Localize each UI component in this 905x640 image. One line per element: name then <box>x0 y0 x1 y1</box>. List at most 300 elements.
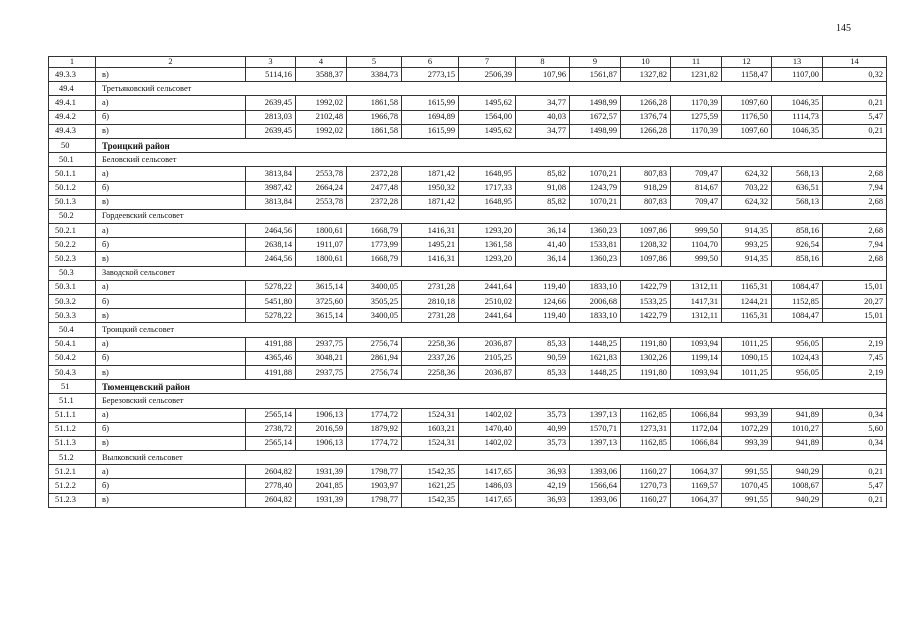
table-cell: 1931,39 <box>296 465 347 479</box>
table-cell: 2036,87 <box>459 365 516 379</box>
table-cell: 2,68 <box>823 252 887 266</box>
table-cell: 1668,79 <box>347 224 402 238</box>
table-cell: 4191,88 <box>246 337 296 351</box>
table-cell: 0,21 <box>823 493 887 507</box>
table-cell: 1542,35 <box>402 493 459 507</box>
page-number: 145 <box>836 23 851 34</box>
row-code: 49.3.3 <box>49 68 96 82</box>
table-cell: 1570,71 <box>570 422 621 436</box>
table-cell: 1800,61 <box>296 224 347 238</box>
table-cell: 5,47 <box>823 479 887 493</box>
table-cell: 1231,82 <box>671 68 722 82</box>
table-cell: 1199,14 <box>671 351 722 365</box>
row-variant: а) <box>96 167 246 181</box>
table-cell: 1084,47 <box>772 309 823 323</box>
row-code: 51.2 <box>49 451 96 465</box>
table-cell: 1773,99 <box>347 238 402 252</box>
table-cell: 1275,59 <box>671 110 722 124</box>
table-cell: 2,19 <box>823 365 887 379</box>
table-cell: 1416,31 <box>402 252 459 266</box>
table-cell: 2506,39 <box>459 68 516 82</box>
table-cell: 1833,10 <box>570 309 621 323</box>
table-cell: 1191,80 <box>621 365 671 379</box>
row-code: 50.4.2 <box>49 351 96 365</box>
table-cell: 993,39 <box>722 436 772 450</box>
row-code: 50.1.1 <box>49 167 96 181</box>
table-cell: 1648,95 <box>459 195 516 209</box>
table-cell: 2510,02 <box>459 295 516 309</box>
row-code: 49.4 <box>49 82 96 96</box>
table-cell: 2738,72 <box>246 422 296 436</box>
row-title: Троицкий сельсовет <box>96 323 887 337</box>
table-cell: 0,21 <box>823 96 887 110</box>
table-cell: 7,45 <box>823 351 887 365</box>
table-cell: 1070,21 <box>570 167 621 181</box>
row-variant: б) <box>96 295 246 309</box>
table-cell: 1561,87 <box>570 68 621 82</box>
table-cell: 1312,11 <box>671 280 722 294</box>
table-cell: 1361,58 <box>459 238 516 252</box>
row-variant: б) <box>96 479 246 493</box>
table-cell: 35,73 <box>516 436 570 450</box>
row-title: Гордеевский сельсовет <box>96 209 887 223</box>
column-header: 12 <box>722 57 772 68</box>
sub-header-row <box>49 153 887 167</box>
table-cell: 1090,15 <box>722 351 772 365</box>
table-cell: 1417,65 <box>459 493 516 507</box>
table-cell: 1564,00 <box>459 110 516 124</box>
table-cell: 1097,86 <box>621 224 671 238</box>
table-cell: 956,05 <box>772 365 823 379</box>
table-cell: 1243,79 <box>570 181 621 195</box>
table-cell: 1694,89 <box>402 110 459 124</box>
table-cell: 1208,32 <box>621 238 671 252</box>
table-cell: 2553,78 <box>296 167 347 181</box>
table-cell: 0,34 <box>823 436 887 450</box>
row-title: Третьяковский сельсовет <box>96 82 887 96</box>
table-cell: 1833,10 <box>570 280 621 294</box>
table-cell: 1648,95 <box>459 167 516 181</box>
table-cell: 1992,02 <box>296 96 347 110</box>
table-cell: 999,50 <box>671 224 722 238</box>
table-row <box>49 280 887 294</box>
table-cell: 1800,61 <box>296 252 347 266</box>
table-cell: 1495,62 <box>459 124 516 138</box>
sub-header-row <box>49 394 887 408</box>
row-variant: в) <box>96 309 246 323</box>
table-cell: 1397,13 <box>570 436 621 450</box>
table-cell: 85,33 <box>516 337 570 351</box>
column-header: 14 <box>823 57 887 68</box>
table-cell: 1107,00 <box>772 68 823 82</box>
table-cell: 709,47 <box>671 195 722 209</box>
table-cell: 2937,75 <box>296 337 347 351</box>
column-header: 1 <box>49 57 96 68</box>
table-cell: 2638,14 <box>246 238 296 252</box>
table-cell: 2565,14 <box>246 408 296 422</box>
table-cell: 2756,74 <box>347 337 402 351</box>
table-cell: 1417,65 <box>459 465 516 479</box>
row-code: 49.4.3 <box>49 124 96 138</box>
table-cell: 2778,40 <box>246 479 296 493</box>
table-cell: 1533,25 <box>621 295 671 309</box>
table-cell: 1717,33 <box>459 181 516 195</box>
table-cell: 2937,75 <box>296 365 347 379</box>
table-cell: 3615,14 <box>296 309 347 323</box>
row-title: Троицкий район <box>96 138 887 152</box>
district-header-row <box>49 138 887 152</box>
table-cell: 0,32 <box>823 68 887 82</box>
table-cell: 1566,64 <box>570 479 621 493</box>
table-cell: 7,94 <box>823 181 887 195</box>
table-cell: 1266,28 <box>621 124 671 138</box>
row-variant: а) <box>96 280 246 294</box>
table-cell: 1072,29 <box>722 422 772 436</box>
row-code: 49.4.1 <box>49 96 96 110</box>
table-cell: 1273,31 <box>621 422 671 436</box>
table-cell: 2441,64 <box>459 309 516 323</box>
table-cell: 3813,84 <box>246 195 296 209</box>
table-cell: 15,01 <box>823 309 887 323</box>
district-header-row <box>49 380 887 394</box>
table-cell: 914,35 <box>722 252 772 266</box>
table-cell: 2102,48 <box>296 110 347 124</box>
table-cell: 40,99 <box>516 422 570 436</box>
row-code: 51.1.1 <box>49 408 96 422</box>
table-cell: 5,60 <box>823 422 887 436</box>
table-cell: 2372,28 <box>347 195 402 209</box>
table-cell: 1066,84 <box>671 408 722 422</box>
row-title: Тюменцевский район <box>96 380 887 394</box>
table-cell: 1046,35 <box>772 124 823 138</box>
row-variant: в) <box>96 493 246 507</box>
table-cell: 1903,97 <box>347 479 402 493</box>
row-variant: а) <box>96 465 246 479</box>
table-cell: 5278,22 <box>246 280 296 294</box>
table-cell: 1524,31 <box>402 408 459 422</box>
table-cell: 807,83 <box>621 195 671 209</box>
row-code: 50.3 <box>49 266 96 280</box>
table-row <box>49 96 887 110</box>
table-cell: 1084,47 <box>772 280 823 294</box>
table-cell: 1542,35 <box>402 465 459 479</box>
table-cell: 1360,23 <box>570 252 621 266</box>
sub-header-row <box>49 266 887 280</box>
table-cell: 3588,37 <box>296 68 347 82</box>
table-cell: 1293,20 <box>459 252 516 266</box>
table-cell: 1668,79 <box>347 252 402 266</box>
row-variant: в) <box>96 436 246 450</box>
row-title: Беловский сельсовет <box>96 153 887 167</box>
row-code: 49.4.2 <box>49 110 96 124</box>
table-cell: 703,22 <box>722 181 772 195</box>
table-cell: 3048,21 <box>296 351 347 365</box>
table-cell: 1422,79 <box>621 309 671 323</box>
table-cell: 1064,37 <box>671 465 722 479</box>
table-cell: 636,51 <box>772 181 823 195</box>
row-code: 51 <box>49 380 96 394</box>
table-row <box>49 351 887 365</box>
table-cell: 36,93 <box>516 493 570 507</box>
table-cell: 807,83 <box>621 167 671 181</box>
table-cell: 1470,40 <box>459 422 516 436</box>
table-cell: 941,89 <box>772 436 823 450</box>
row-variant: а) <box>96 224 246 238</box>
table-cell: 42,19 <box>516 479 570 493</box>
row-variant: б) <box>96 238 246 252</box>
table-cell: 993,25 <box>722 238 772 252</box>
table-cell: 1486,03 <box>459 479 516 493</box>
row-code: 50.3.1 <box>49 280 96 294</box>
table-row <box>49 124 887 138</box>
row-code: 51.1.2 <box>49 422 96 436</box>
row-code: 50.1 <box>49 153 96 167</box>
table-cell: 1911,07 <box>296 238 347 252</box>
table-cell: 940,29 <box>772 465 823 479</box>
table-cell: 85,82 <box>516 195 570 209</box>
table-row <box>49 309 887 323</box>
table-cell: 3987,42 <box>246 181 296 195</box>
table-cell: 2036,87 <box>459 337 516 351</box>
table-row <box>49 68 887 82</box>
table-cell: 4191,88 <box>246 365 296 379</box>
table-cell: 1402,02 <box>459 436 516 450</box>
table-cell: 2006,68 <box>570 295 621 309</box>
table-cell: 568,13 <box>772 167 823 181</box>
column-header: 13 <box>772 57 823 68</box>
table-cell: 1244,21 <box>722 295 772 309</box>
table-row <box>49 337 887 351</box>
table-cell: 1798,77 <box>347 493 402 507</box>
table-cell: 3813,84 <box>246 167 296 181</box>
row-variant: б) <box>96 422 246 436</box>
table-cell: 124,66 <box>516 295 570 309</box>
table-cell: 1906,13 <box>296 408 347 422</box>
table-cell: 1393,06 <box>570 493 621 507</box>
table-cell: 814,67 <box>671 181 722 195</box>
table-row <box>49 365 887 379</box>
row-variant: б) <box>96 351 246 365</box>
table-cell: 1266,28 <box>621 96 671 110</box>
row-code: 51.1 <box>49 394 96 408</box>
table-row <box>49 252 887 266</box>
table-cell: 1008,67 <box>772 479 823 493</box>
table-cell: 1495,62 <box>459 96 516 110</box>
table-cell: 1172,04 <box>671 422 722 436</box>
table-cell: 1448,25 <box>570 337 621 351</box>
table-cell: 2,68 <box>823 224 887 238</box>
table-cell: 2861,94 <box>347 351 402 365</box>
row-code: 51.2.3 <box>49 493 96 507</box>
table-row <box>49 181 887 195</box>
table-cell: 3725,60 <box>296 295 347 309</box>
column-header: 2 <box>96 57 246 68</box>
table-row <box>49 479 887 493</box>
table-cell: 2337,26 <box>402 351 459 365</box>
column-header: 8 <box>516 57 570 68</box>
table-cell: 2441,64 <box>459 280 516 294</box>
table-cell: 3400,05 <box>347 280 402 294</box>
table-cell: 1170,39 <box>671 124 722 138</box>
row-code: 51.2.1 <box>49 465 96 479</box>
table-cell: 91,08 <box>516 181 570 195</box>
table-cell: 1603,21 <box>402 422 459 436</box>
table-cell: 1533,81 <box>570 238 621 252</box>
table-cell: 1312,11 <box>671 309 722 323</box>
column-header: 3 <box>246 57 296 68</box>
row-code: 50.4 <box>49 323 96 337</box>
table-cell: 2553,78 <box>296 195 347 209</box>
table-cell: 1169,57 <box>671 479 722 493</box>
table-cell: 5,47 <box>823 110 887 124</box>
table-cell: 2731,28 <box>402 309 459 323</box>
table-cell: 34,77 <box>516 124 570 138</box>
table-row <box>49 465 887 479</box>
table-cell: 940,29 <box>772 493 823 507</box>
table-cell: 5451,80 <box>246 295 296 309</box>
table-cell: 2464,56 <box>246 252 296 266</box>
table-cell: 1861,58 <box>347 124 402 138</box>
row-code: 50.3.3 <box>49 309 96 323</box>
table-cell: 36,93 <box>516 465 570 479</box>
sub-header-row <box>49 451 887 465</box>
table-row <box>49 167 887 181</box>
row-variant: в) <box>96 68 246 82</box>
table-cell: 5278,22 <box>246 309 296 323</box>
table-row <box>49 238 887 252</box>
table-cell: 2258,36 <box>402 365 459 379</box>
table-cell: 1931,39 <box>296 493 347 507</box>
table-cell: 1162,85 <box>621 408 671 422</box>
table-cell: 1672,57 <box>570 110 621 124</box>
table-cell: 1024,43 <box>772 351 823 365</box>
table-cell: 1376,74 <box>621 110 671 124</box>
table-cell: 2756,74 <box>347 365 402 379</box>
table-cell: 1798,77 <box>347 465 402 479</box>
table-row <box>49 408 887 422</box>
table-cell: 1114,73 <box>772 110 823 124</box>
table-cell: 2041,85 <box>296 479 347 493</box>
table-cell: 2105,25 <box>459 351 516 365</box>
table-row <box>49 195 887 209</box>
table-cell: 2810,18 <box>402 295 459 309</box>
column-header: 11 <box>671 57 722 68</box>
table-cell: 858,16 <box>772 252 823 266</box>
row-code: 50.3.2 <box>49 295 96 309</box>
table-cell: 991,55 <box>722 465 772 479</box>
table-cell: 1498,99 <box>570 124 621 138</box>
table-row <box>49 295 887 309</box>
row-code: 50 <box>49 138 96 152</box>
table-cell: 3400,05 <box>347 309 402 323</box>
table-cell: 1097,60 <box>722 96 772 110</box>
row-variant: в) <box>96 124 246 138</box>
table-cell: 1093,94 <box>671 365 722 379</box>
column-header: 5 <box>347 57 402 68</box>
table-cell: 107,96 <box>516 68 570 82</box>
table-cell: 1871,42 <box>402 195 459 209</box>
table-row <box>49 224 887 238</box>
tariff-table <box>48 56 887 508</box>
table-cell: 1393,06 <box>570 465 621 479</box>
table-cell: 1176,50 <box>722 110 772 124</box>
table-row <box>49 493 887 507</box>
table-cell: 2372,28 <box>347 167 402 181</box>
column-header: 9 <box>570 57 621 68</box>
table-cell: 35,73 <box>516 408 570 422</box>
table-cell: 1422,79 <box>621 280 671 294</box>
table-cell: 1774,72 <box>347 408 402 422</box>
table-cell: 1327,82 <box>621 68 671 82</box>
table-cell: 2604,82 <box>246 493 296 507</box>
row-code: 50.1.3 <box>49 195 96 209</box>
table-cell: 1070,21 <box>570 195 621 209</box>
table-cell: 1070,45 <box>722 479 772 493</box>
row-variant: б) <box>96 181 246 195</box>
table-cell: 1066,84 <box>671 436 722 450</box>
table-cell: 0,21 <box>823 124 887 138</box>
table-cell: 993,39 <box>722 408 772 422</box>
table-cell: 2,68 <box>823 195 887 209</box>
table-cell: 1170,39 <box>671 96 722 110</box>
table-cell: 85,82 <box>516 167 570 181</box>
table-cell: 999,50 <box>671 252 722 266</box>
table-cell: 1360,23 <box>570 224 621 238</box>
table-cell: 1861,58 <box>347 96 402 110</box>
row-title: Заводской сельсовет <box>96 266 887 280</box>
row-code: 50.4.1 <box>49 337 96 351</box>
sub-header-row <box>49 82 887 96</box>
table-cell: 2,68 <box>823 167 887 181</box>
row-variant: а) <box>96 408 246 422</box>
table-cell: 1448,25 <box>570 365 621 379</box>
header-row <box>49 57 887 68</box>
table-cell: 2565,14 <box>246 436 296 450</box>
table-cell: 1621,83 <box>570 351 621 365</box>
column-header: 6 <box>402 57 459 68</box>
row-title: Березовский сельсовет <box>96 394 887 408</box>
table-cell: 90,59 <box>516 351 570 365</box>
table-cell: 41,40 <box>516 238 570 252</box>
table-cell: 40,03 <box>516 110 570 124</box>
row-code: 50.2.1 <box>49 224 96 238</box>
table-cell: 2731,28 <box>402 280 459 294</box>
table-cell: 1093,94 <box>671 337 722 351</box>
table-cell: 20,27 <box>823 295 887 309</box>
table-cell: 1302,26 <box>621 351 671 365</box>
row-variant: в) <box>96 195 246 209</box>
table-row <box>49 436 887 450</box>
table-cell: 1615,99 <box>402 124 459 138</box>
table-cell: 5114,16 <box>246 68 296 82</box>
row-code: 50.2.2 <box>49 238 96 252</box>
table-cell: 2773,15 <box>402 68 459 82</box>
table-cell: 0,34 <box>823 408 887 422</box>
table-cell: 1152,85 <box>772 295 823 309</box>
table-cell: 85,33 <box>516 365 570 379</box>
table-cell: 991,55 <box>722 493 772 507</box>
table-cell: 1010,27 <box>772 422 823 436</box>
table-cell: 1191,80 <box>621 337 671 351</box>
row-code: 50.2 <box>49 209 96 223</box>
table-cell: 1871,42 <box>402 167 459 181</box>
table-cell: 1495,21 <box>402 238 459 252</box>
table-cell: 1162,85 <box>621 436 671 450</box>
table-cell: 36,14 <box>516 224 570 238</box>
table-cell: 34,77 <box>516 96 570 110</box>
table-cell: 3505,25 <box>347 295 402 309</box>
table-cell: 2016,59 <box>296 422 347 436</box>
